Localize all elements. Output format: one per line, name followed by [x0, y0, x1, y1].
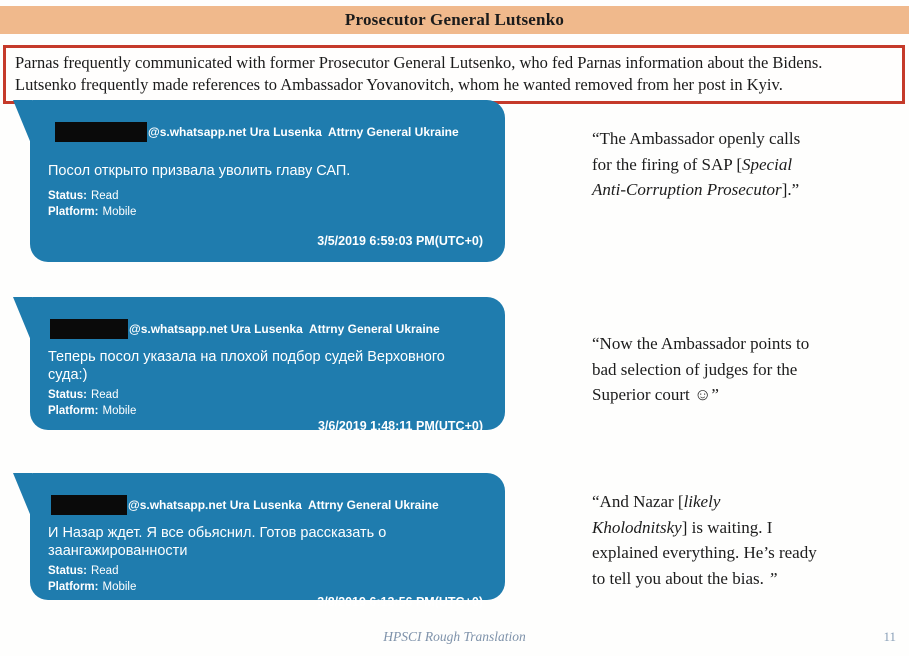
status-value: Read: [90, 565, 119, 578]
sender-header: [48, 319, 485, 339]
whatsapp-bubble: [13, 100, 505, 262]
timestamp: 3/8/2019 6:13:56 PM(UTC+0): [317, 595, 483, 610]
platform-line: [48, 580, 485, 596]
platform-label: Platform:: [48, 580, 99, 593]
translation-block: “The Ambassador openly calls for the firing of SAP [Special Anti-Corruption Prosecutor].”: [592, 129, 801, 199]
title-bar: [0, 6, 909, 34]
status-label: Status:: [48, 565, 87, 578]
whatsapp-bubble: [13, 473, 505, 610]
platform-line: [48, 404, 485, 420]
sender-label: @s.whatsapp.net Ura Lusenka Attrny General Ukraine: [148, 125, 459, 139]
timestamp: 3/5/2019 6:59:03 PM(UTC+0): [317, 234, 483, 248]
translation-block: “And Nazar [likely Kholodnitsky] is waiting. I explained everything. He’s ready to tell you about the bias. ”: [592, 492, 817, 588]
status-line: [48, 189, 485, 205]
intro-box: [3, 45, 905, 104]
status-line: [48, 564, 485, 580]
platform-value: Mobile: [102, 205, 137, 218]
timestamp: 3/6/2019 1:48:11 PM(UTC+0): [317, 419, 483, 434]
message-text: Посол открыто призвала уволить главу САП.: [48, 163, 351, 179]
redacted-phone-number: [55, 122, 147, 142]
platform-value: Mobile: [102, 404, 137, 417]
intro-line-1: Parnas frequently communicated with former Prosecutor General Lutsenko, who fed Parnas information about the Bidens.: [15, 53, 823, 72]
platform-label: Platform:: [48, 205, 99, 218]
redacted-phone-number: [50, 319, 128, 339]
message-text: И Назар ждет. Я все обьяснил. Готов рассказать о заангажированности: [48, 525, 387, 560]
sender-label: @s.whatsapp.net Ura Lusenka Attrny General Ukraine: [129, 322, 440, 336]
status-label: Status:: [48, 190, 87, 203]
status-line: [48, 388, 485, 404]
page-title: Prosecutor General Lutsenko: [344, 10, 565, 29]
message-text: Теперь посол указала на плохой подбор судей Верховного суда:): [48, 349, 445, 384]
platform-value: Mobile: [102, 580, 137, 593]
intro-line-2: Lutsenko frequently made references to Ambassador Yovanovitch, whom he wanted removed from her post in Kyiv.: [15, 74, 783, 94]
status-label: Status:: [48, 389, 87, 402]
footer-label: HPSCI Rough Translation: [383, 629, 526, 644]
translation-block: “Now the Ambassador points to bad selection of judges for the Superior court ☺”: [592, 334, 810, 404]
platform-label: Platform:: [48, 404, 99, 417]
status-value: Read: [90, 389, 119, 402]
platform-line: [48, 205, 485, 221]
whatsapp-bubble: [13, 297, 505, 434]
page-number: 11: [883, 629, 896, 644]
redacted-phone-number: [51, 495, 127, 515]
status-value: Read: [90, 190, 119, 203]
sender-header: [48, 122, 485, 142]
sender-label: @s.whatsapp.net Ura Lusenka Attrny General Ukraine: [128, 498, 439, 512]
sender-header: [48, 495, 485, 515]
